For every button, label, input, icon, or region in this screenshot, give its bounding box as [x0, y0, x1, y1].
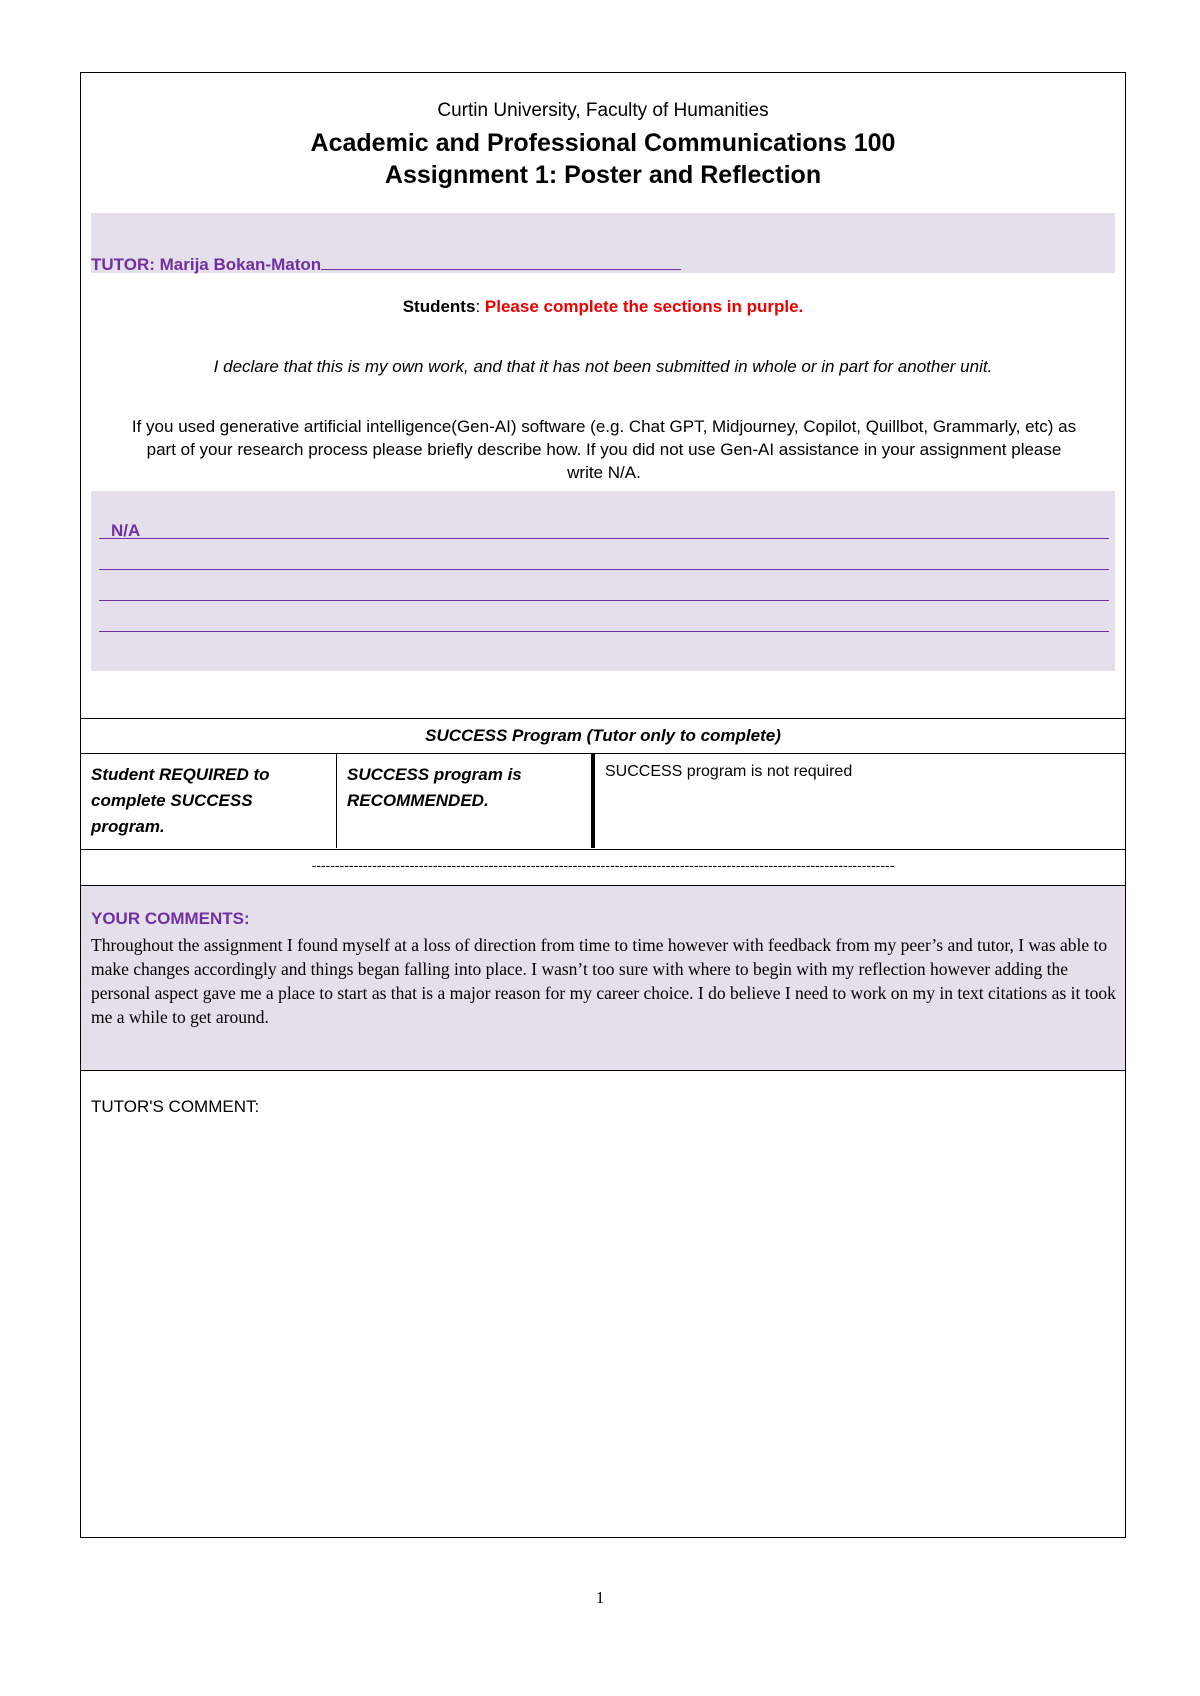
- success-program-row: [81, 754, 1125, 850]
- cover-sheet-frame: [80, 72, 1126, 1538]
- student-comments-section[interactable]: [81, 886, 1125, 1071]
- success-required-cell[interactable]: Student REQUIRED to complete SUCCESS program.: [81, 754, 337, 848]
- declaration-text: I declare that this is my own work, and that it has not been submitted in whole or in part for another unit.: [213, 357, 993, 376]
- document-title: [81, 127, 1125, 191]
- success-not-required-cell[interactable]: SUCCESS program is not required: [605, 763, 853, 780]
- course-title: Academic and Professional Communications 100: [310, 129, 896, 157]
- assignment-title: Assignment 1: Poster and Reflection: [384, 161, 822, 189]
- genai-answer-box[interactable]: [91, 491, 1115, 671]
- tutor-comment-label: TUTOR'S COMMENT:: [91, 1097, 260, 1116]
- students-instruction: [81, 297, 1125, 317]
- answer-line: [99, 568, 1109, 570]
- genai-answer: N/A: [111, 521, 141, 540]
- students-instruction-text: Please complete the sections in purple.: [484, 297, 804, 316]
- page-number: 1: [595, 1588, 605, 1607]
- tutor-field[interactable]: [91, 253, 681, 275]
- dashed-separator: -----------------------------------------------------------------------------------------------------------------------------: [81, 850, 1125, 886]
- answer-line: [99, 537, 1109, 539]
- university-name: Curtin University, Faculty of Humanities: [437, 100, 769, 121]
- comments-label: YOUR COMMENTS:: [91, 909, 250, 928]
- comments-text: Throughout the assignment I found myself at a loss of direction from time to time however with feedback from my peer’s and tutor, I was able to make changes accordingly and things began falling into place. I wasn’t too sure with where to begin with my reflection however adding the personal aspect gave me a place to start as that is a major reason for my career choice. I do believe I need to work on my in text citations as it took me a while to get around.: [91, 935, 1116, 1027]
- tutor-underline: [321, 253, 681, 270]
- students-separator: :: [475, 297, 481, 316]
- genai-question: If you used generative artificial intelligence(Gen-AI) software (e.g. Chat GPT, Midjourney, Copilot, Quillbot, Grammarly, etc) as part of your research process please briefly describe how. If you did not use Gen-AI assistance in your assignment please write N/A.: [131, 417, 1077, 482]
- header-section: [81, 73, 1125, 719]
- success-program-header: SUCCESS Program (Tutor only to complete): [81, 718, 1125, 754]
- answer-line: [99, 630, 1109, 632]
- tutor-label: TUTOR: Marija Bokan-Maton: [91, 255, 322, 274]
- students-label: Students: [402, 297, 476, 316]
- answer-line: [99, 599, 1109, 601]
- success-recommended-cell[interactable]: SUCCESS program is RECOMMENDED.: [337, 754, 595, 848]
